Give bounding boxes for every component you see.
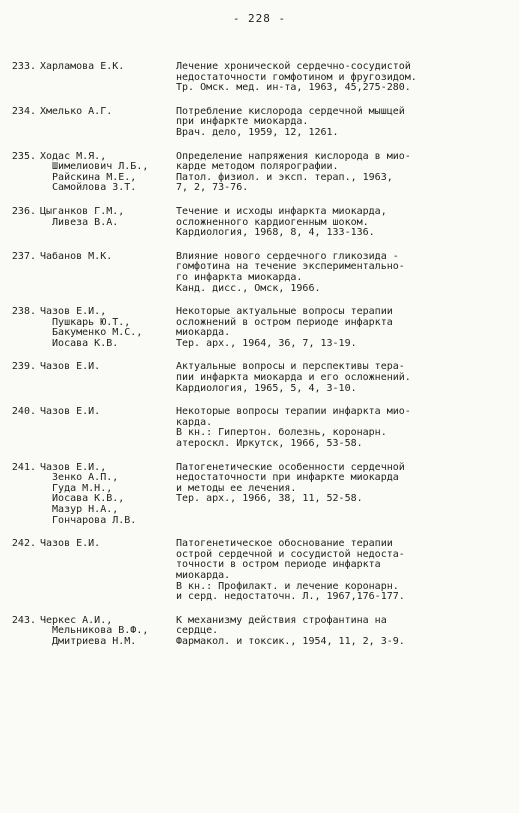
citation-line: точности в остром периоде инфаркта	[176, 559, 381, 571]
bibliography-entry	[0, 252, 519, 294]
entry-authors	[40, 616, 176, 648]
bibliography-entry	[0, 407, 519, 449]
citation-line: Определение напряжения кислорода в мио-	[176, 150, 411, 162]
citation-line: недостаточности при инфаркте миокарда	[176, 472, 399, 484]
citation-line: Течение и исходы инфаркта миокарда,	[176, 205, 387, 217]
author-name: Чазов Е.И.	[40, 538, 101, 550]
citation-line: В кн.: Профилакт. и лечение коронарн.	[176, 580, 399, 592]
entry-authors	[40, 62, 176, 94]
citation-line: атероскл. Иркутск, 1966, 53-58.	[176, 438, 363, 450]
citation-line: Тер. арх., 1964, 36, 7, 13-19.	[176, 337, 357, 349]
author-name: Мазур Н.А.,	[40, 504, 119, 515]
author-name: Пушкарь Ю.Т.,	[40, 316, 131, 328]
citation-line: пии инфаркта миокарда и его осложнений.	[176, 372, 411, 384]
citation-line: Врач. дело, 1959, 12, 1261.	[176, 126, 339, 138]
author-name: Гончарова Л.В.	[40, 514, 137, 526]
citation-line: Некоторые актуальные вопросы терапии	[176, 306, 393, 318]
entry-citation	[176, 539, 466, 603]
citation-line: Лечение хронической сердечно-сосудистой	[176, 61, 411, 72]
entry-citation	[176, 362, 466, 394]
entry-authors	[40, 107, 176, 139]
bibliography-entry	[0, 307, 519, 349]
citation-line: Кардиология, 1965, 5, 4, 3-10.	[176, 382, 357, 394]
author-name: Дмитриева Н.М.	[40, 635, 137, 647]
author-name: Харламова Е.К.	[40, 61, 125, 72]
entry-number: 235.	[11, 150, 36, 162]
citation-line: при инфаркте миокарда.	[176, 116, 309, 128]
entry-number: 239.	[11, 361, 36, 373]
entry-authors	[40, 307, 176, 349]
citation-line: го инфаркта миокарда.	[176, 271, 303, 283]
citation-line: гомфотина на течение экспериментально-	[176, 261, 405, 273]
entry-citation	[176, 107, 466, 139]
citation-line: осложнений в остром периоде инфаркта	[176, 316, 393, 328]
citation-line: Кардиология, 1968, 8, 4, 133-136.	[176, 227, 375, 239]
entry-number: 233.	[11, 61, 36, 72]
author-name: Ливеза В.А.	[40, 216, 119, 228]
citation-line: 7, 2, 73-76.	[176, 182, 249, 194]
entry-citation	[176, 407, 466, 449]
citation-line: Канд. дисс., Омск, 1966.	[176, 282, 321, 294]
citation-line: острой сердечной и сосудистой недоста-	[176, 548, 405, 560]
bibliography-entry	[0, 616, 519, 648]
bibliography-entry	[0, 463, 519, 527]
author-name: Иосава К.В.,	[40, 493, 125, 505]
entry-number: 241.	[11, 461, 36, 473]
citation-line: Тр. Омск. мед. ин-та, 1963, 45,275-280.	[176, 82, 411, 94]
entry-citation	[176, 252, 466, 294]
entry-number: 243.	[11, 614, 36, 626]
author-name: Иосава К.В.	[40, 337, 119, 349]
citation-line: миокарда.	[176, 327, 231, 339]
entry-number: 236.	[11, 205, 36, 217]
entry-citation	[176, 207, 466, 239]
citation-line: Актуальные вопросы и перспективы тера-	[176, 361, 405, 373]
author-name: Чазов Е.И.	[40, 361, 101, 373]
author-name: Самойлова З.Т.	[40, 182, 137, 194]
author-name: Черкес А.И.,	[40, 614, 113, 626]
author-name: Хмелько А.Г.	[40, 105, 113, 117]
citation-line: и серд. недостаточн. Л., 1967,176-177.	[176, 591, 405, 603]
bibliography-entry	[0, 152, 519, 194]
author-name: Чазов Е.И.,	[40, 306, 107, 318]
author-name: Мельникова В.Ф.,	[40, 625, 149, 637]
citation-line: В кн.: Гипертон. болезнь, коронарн.	[176, 427, 387, 439]
author-name: Зенко А.П.,	[40, 472, 119, 484]
entry-citation	[176, 463, 466, 527]
entry-number: 240.	[11, 406, 36, 418]
citation-line: Патогенетическое обоснование терапии	[176, 538, 393, 550]
citation-line: Патол. физиол. и эксп. терап., 1963,	[176, 171, 393, 183]
citation-line: осложненного кардиогенным шоком.	[176, 216, 369, 228]
entry-authors	[40, 252, 176, 294]
author-name: Бакуменко М.С.,	[40, 327, 143, 339]
page-number: - 228 -	[232, 12, 287, 25]
citation-line: сердце.	[176, 625, 219, 637]
author-name: Райскина М.Е.,	[40, 171, 137, 183]
citation-line: карде методом полярографии.	[176, 161, 339, 173]
citation-line: и методы ее лечения.	[176, 482, 297, 494]
citation-line: карда.	[176, 416, 213, 428]
entry-number: 242.	[11, 538, 36, 550]
citation-line: недостаточности гомфотином и фругозидом.	[176, 71, 417, 83]
author-name: Чабанов М.К.	[40, 250, 113, 262]
entry-authors	[40, 362, 176, 394]
entry-number: 238.	[11, 306, 36, 318]
entry-citation	[176, 616, 466, 648]
bibliography-entry	[0, 539, 519, 603]
author-name: Шимелиович Л.Б.,	[40, 161, 149, 173]
entry-authors	[40, 539, 176, 603]
author-name: Гуда М.Н.,	[40, 482, 113, 494]
entry-number: 237.	[11, 250, 36, 262]
entry-authors	[40, 207, 176, 239]
entry-citation	[176, 307, 466, 349]
citation-line: Влияние нового сердечного гликозида -	[176, 250, 399, 262]
entry-authors	[40, 407, 176, 449]
entry-authors	[40, 152, 176, 194]
bibliography-entry	[0, 62, 519, 94]
citation-line: Потребление кислорода сердечной мышцей	[176, 105, 405, 117]
entry-citation	[176, 152, 466, 194]
citation-line: Некоторые вопросы терапии инфаркта мио-	[176, 406, 411, 418]
author-name: Цыганков Г.М.,	[40, 205, 125, 217]
author-name: Ходас М.Я.,	[40, 150, 107, 162]
author-name: Чазов Е.И.	[40, 406, 101, 418]
citation-line: К механизму действия строфантина на	[176, 614, 387, 626]
entry-authors	[40, 463, 176, 527]
entry-number: 234.	[11, 105, 36, 117]
bibliography-entry	[0, 107, 519, 139]
bibliography-list	[0, 62, 519, 661]
citation-line: Тер. арх., 1966, 38, 11, 52-58.	[176, 493, 363, 505]
citation-line: миокарда.	[176, 569, 231, 581]
author-name: Чазов Е.И.,	[40, 461, 107, 473]
citation-line: Фармакол. и токсик., 1954, 11, 2, 3-9.	[176, 635, 405, 647]
bibliography-entry	[0, 207, 519, 239]
citation-line: Патогенетические особенности сердечной	[176, 461, 405, 473]
entry-citation	[176, 62, 466, 94]
bibliography-entry	[0, 362, 519, 394]
